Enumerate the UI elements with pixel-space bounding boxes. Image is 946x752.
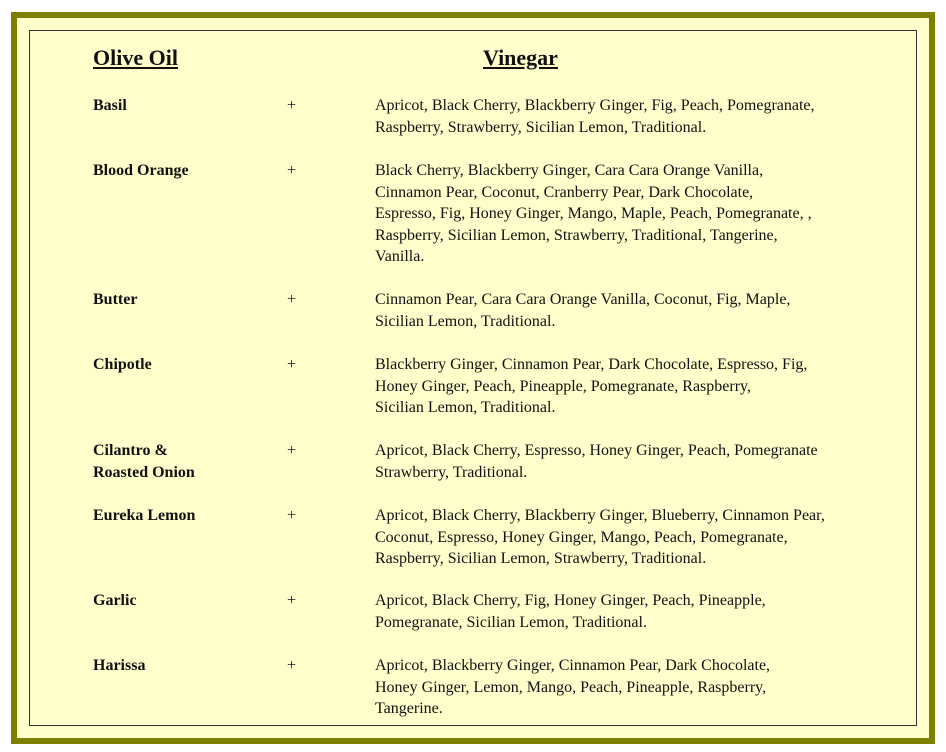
plus-sign: + [287,356,297,373]
plus-sign: + [287,657,297,674]
oil-name: Eureka Lemon [93,507,196,524]
plus-sign: + [287,442,297,459]
oil-name: Blood Orange [93,162,189,179]
vinegar-list: Apricot, Black Cherry, Blackberry Ginger, Fig, Peach, Pomegranate, Raspberry, Strawberry, Sicilian Lemon, Traditional. [375,97,815,136]
pairing-chart-frame [11,12,935,744]
vinegar-list: Apricot, Black Cherry, Blackberry Ginger, Blueberry, Cinnamon Pear, Coconut, Espresso, Honey Ginger, Mango, Peach, Pomegranate, Raspberry, Sicilian Lemon, Strawberry, Traditional. [375,507,825,567]
oil-name: Cilantro & Roasted Onion [93,442,195,481]
oil-name: Chipotle [93,356,152,373]
vinegar-list: Black Cherry, Blackberry Ginger, Cara Cara Orange Vanilla, Cinnamon Pear, Coconut, Cranberry Pear, Dark Chocolate, Espresso, Fig, Honey Ginger, Mango, Maple, Peach, Pomegranate, , Raspberry, Sicilian Lemon, Strawberry, Traditional, Tangerine, Vanilla. [375,162,812,265]
vinegar-header: Vinegar [483,45,558,70]
vinegar-list: Apricot, Blackberry Ginger, Cinnamon Pear, Dark Chocolate, Honey Ginger, Lemon, Mango, Peach, Pineapple, Raspberry, Tangerine. [375,657,771,717]
oil-name: Garlic [93,592,137,609]
vinegar-list: Apricot, Black Cherry, Espresso, Honey Ginger, Peach, Pomegranate Strawberry, Traditional. [375,442,818,481]
oil-name: Butter [93,291,138,308]
oil-name: Harissa [93,657,146,674]
plus-sign: + [287,97,297,114]
plus-sign: + [287,291,297,308]
plus-sign: + [287,592,297,609]
olive-oil-header: Olive Oil [93,45,178,70]
vinegar-list: Cinnamon Pear, Cara Cara Orange Vanilla, Coconut, Fig, Maple, Sicilian Lemon, Traditional. [375,291,791,330]
plus-sign: + [287,507,297,524]
vinegar-list: Blackberry Ginger, Cinnamon Pear, Dark Chocolate, Espresso, Fig, Honey Ginger, Peach, Pineapple, Pomegranate, Raspberry, Sicilian Lemon, Traditional. [375,356,808,416]
oil-name: Basil [93,97,127,114]
plus-sign: + [287,162,297,179]
vinegar-list: Apricot, Black Cherry, Fig, Honey Ginger, Peach, Pineapple, Pomegranate, Sicilian Lemon, Traditional. [375,592,766,631]
